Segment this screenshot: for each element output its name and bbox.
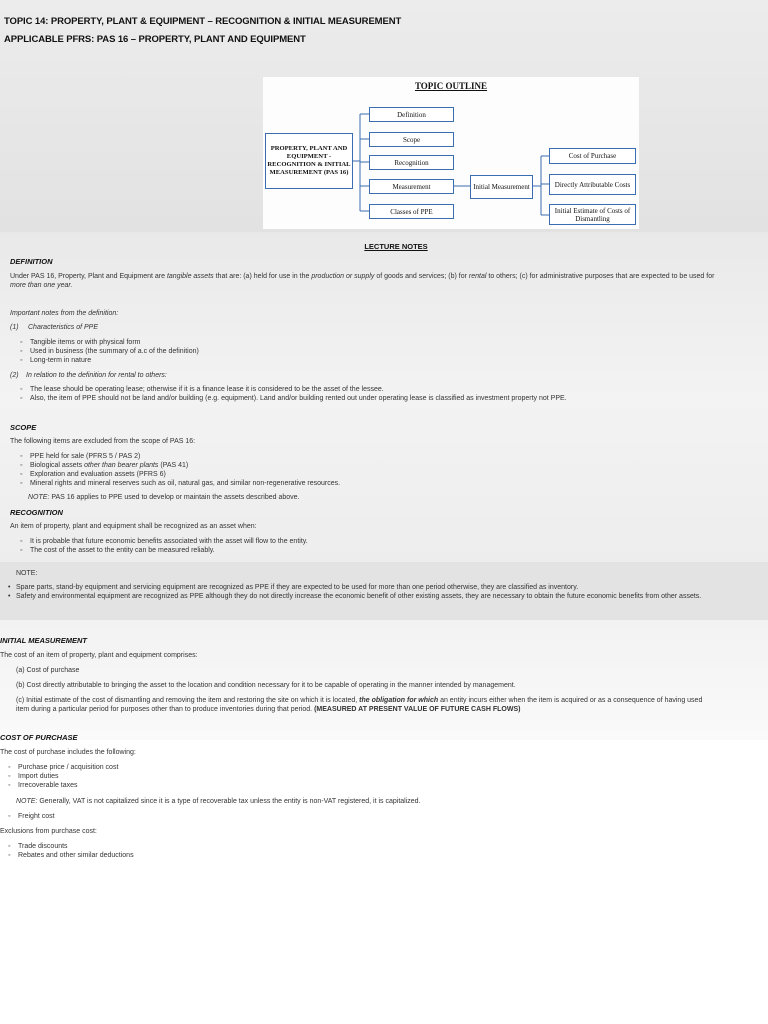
list-item: ◦ Irrecoverable taxes <box>8 781 78 790</box>
list-item: ◦ Rebates and other similar deductions <box>8 851 134 860</box>
list-item: ◦ Import duties <box>8 772 58 781</box>
scope-note: NOTE: PAS 16 applies to PPE used to develop or maintain the assets described above. <box>28 494 300 501</box>
topic-outline-diagram <box>263 77 639 229</box>
list-item: • Safety and environmental equipment are recognized as PPE although they do not directly increase the economic benefit of other existing assets, they are necessary to obtain the future economic benefits from other assets. <box>8 592 701 601</box>
definition-heading: DEFINITION <box>10 257 53 266</box>
initial-measurement-heading: INITIAL MEASUREMENT <box>0 636 87 645</box>
outline-scope-box: Scope <box>369 132 454 147</box>
outline-classes-box: Classes of PPE <box>369 204 454 219</box>
initial-a: (a) Cost of purchase <box>16 667 80 674</box>
initial-b: (b) Cost directly attributable to bringing the asset to the location and condition necessary for it to be capable of operating in the manner intended by management. <box>16 682 516 689</box>
note-1: Characteristics of PPE <box>28 324 99 331</box>
initial-background <box>0 620 768 740</box>
list-item: ◦ Mineral rights and mineral reserves such as oil, natural gas, and similar non-regenerative resources. <box>20 479 340 488</box>
outline-attributable-box: Directly Attributable Costs <box>549 174 636 195</box>
note-1-number: (1) <box>10 324 19 331</box>
initial-intro: The cost of an item of property, plant and equipment comprises: <box>0 652 198 659</box>
list-item: ◦ PPE held for sale (PFRS 5 / PAS 2) <box>20 452 140 461</box>
page-title: TOPIC 14: PROPERTY, PLANT & EQUIPMENT – RECOGNITION & INITIAL MEASUREMENT <box>4 16 402 27</box>
scope-intro: The following items are excluded from the scope of PAS 16: <box>10 438 196 445</box>
outline-recognition-box: Recognition <box>369 155 454 170</box>
important-notes: Important notes from the definition: <box>10 310 119 317</box>
list-item: ◦ Used in business (the summary of a.c of the definition) <box>20 347 199 356</box>
list-item: ◦ Freight cost <box>8 812 55 821</box>
list-item: ◦ Long-term in nature <box>20 356 91 365</box>
page-subtitle: APPLICABLE PFRS: PAS 16 – PROPERTY, PLANT AND EQUIPMENT <box>4 34 306 45</box>
recognition-intro: An item of property, plant and equipment shall be recognized as an asset when: <box>10 523 257 530</box>
outline-dismantling-box: Initial Estimate of Costs of Dismantling <box>549 204 636 225</box>
list-item: ◦ Purchase price / acquisition cost <box>8 763 118 772</box>
recognition-note-label: NOTE: <box>16 570 38 577</box>
list-item: ◦ Biological assets other than bearer plants (PAS 41) <box>20 461 188 470</box>
recognition-heading: RECOGNITION <box>10 508 63 517</box>
definition-paragraph: Under PAS 16, Property, Plant and Equipment are tangible assets that are: (a) held for use in the production or supply of goods and services; (b) for rental to others; (c) for administrative purposes that are expected to be used for <box>10 273 715 280</box>
cost-of-purchase-heading: COST OF PURCHASE <box>0 733 78 742</box>
outline-measurement-box: Measurement <box>369 179 454 194</box>
outline-cost-box: Cost of Purchase <box>549 148 636 164</box>
list-item: ◦ Exploration and evaluation assets (PFRS 6) <box>20 470 166 479</box>
outline-initial-box: Initial Measurement <box>470 175 533 199</box>
lecture-notes-title: LECTURE NOTES <box>364 242 428 251</box>
definition-paragraph-end: more than one year. <box>10 282 73 289</box>
outline-definition-box: Definition <box>369 107 454 122</box>
list-item: ◦ The cost of the asset to the entity can be measured reliably. <box>20 546 215 555</box>
list-item: ◦ Also, the item of PPE should not be land and/or building (e.g. equipment). Land and/or building rented out under operating lease is classified as investment property not PPE. <box>20 394 567 403</box>
list-item: ◦ The lease should be operating lease; otherwise if it is a finance lease it is considered to be the asset of the lessee. <box>20 385 384 394</box>
initial-c-cont: item during a particular period for purposes other than to produce inventories during that period. (MEASURED AT PRESENT VALUE OF FUTURE CASH FLOWS) <box>16 706 521 713</box>
list-item: ◦ Trade discounts <box>8 842 68 851</box>
outline-title: TOPIC OUTLINE <box>414 81 488 91</box>
initial-c: (c) Initial estimate of the cost of dismantling and removing the item and restoring the site on which it is located, the obligation for which an entity incurs either when the item is acquired or as a consequence of having used <box>16 697 703 704</box>
note-2-number: (2) <box>10 372 19 379</box>
outline-root-box: PROPERTY, PLANT AND EQUIPMENT - RECOGNITION & INITIAL MEASUREMENT (PAS 16) <box>265 133 353 189</box>
note-2: In relation to the definition for rental to others: <box>26 372 167 379</box>
list-item: ◦ Tangible items or with physical form <box>20 338 141 347</box>
cost-note: NOTE: Generally, VAT is not capitalized since it is a type of recoverable tax unless the entity is non-VAT registered, it is capitalized. <box>16 798 421 805</box>
list-item: ◦ It is probable that future economic benefits associated with the asset will flow to the entity. <box>20 537 308 546</box>
list-item: • Spare parts, stand-by equipment and servicing equipment are recognized as PPE if they are expected to be used for more than one period otherwise, they are classified as inventory. <box>8 583 578 592</box>
scope-heading: SCOPE <box>10 423 37 432</box>
exclusions-intro: Exclusions from purchase cost: <box>0 828 97 835</box>
cost-intro: The cost of purchase includes the following: <box>0 749 136 756</box>
